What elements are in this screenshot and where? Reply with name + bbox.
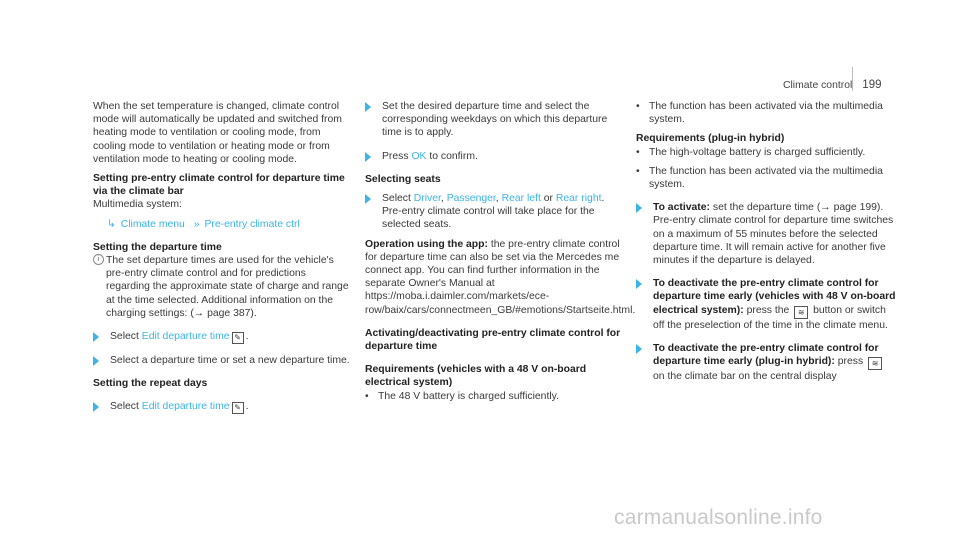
step-deactivate-48v: To deactivate the pre-entry climate control for departure time early (vehicles with 48 V on-board electrical system): press the ≋ button or switch off the preselection of the time in the climate menu. <box>636 277 898 332</box>
app-operation-paragraph: Operation using the app: the pre-entry climate control for departure time can also be set via the Mercedes me connect app. You can find further information in the separate Owner's Manual at https://moba.i.daimler.com/markets/ece-row/baix/cars/connectmeen_GB/#emotions/Startseite.html. <box>365 238 636 316</box>
heading-requirements-48v: Requirements (vehicles with a 48 V on-board electrical system) <box>365 364 587 389</box>
page-header <box>783 79 881 91</box>
info-note <box>93 254 351 320</box>
step-arrow-icon <box>636 344 642 354</box>
link-driver[interactable]: Driver <box>413 193 441 205</box>
multimedia-label: Multimedia system: <box>93 199 182 211</box>
climate-button-icon: ≋ <box>868 357 882 370</box>
step-select-time: Select a departure time or set a new departure time. <box>93 354 351 367</box>
intro-paragraph: When the set temperature is changed, climate control mode will automatically be updated and switched from heating mode to ventilation or cooling mode, from cooling mode to ventilation or heating mode or from ventilation mode to heating or cooling mode. <box>93 101 342 165</box>
link-rear-right[interactable]: Rear right <box>555 193 602 205</box>
heading-requirements-plugin: Requirements (plug-in hybrid) <box>636 133 785 145</box>
link-edit-departure-time[interactable]: Edit departure time <box>141 331 230 343</box>
step-set-time: Set the desired departure time and select the corresponding weekdays on which this departure time is to apply. <box>365 100 627 140</box>
nav-pre-entry[interactable]: Pre-entry climate ctrl <box>204 218 300 230</box>
heading-activating: Activating/deactivating pre-entry climate control for departure time <box>365 327 621 353</box>
climate-button-icon: ≋ <box>794 306 808 319</box>
heading-selecting-seats: Selecting seats <box>365 173 441 185</box>
info-text: The set departure times are used for the vehicle's pre-entry climate control and for predictions regarding the approximate state of charge and range at the time selected. Additional information on the charging settings: (→ page 387). <box>106 255 349 319</box>
heading-setting-climate-bar: Setting pre-entry climate control for departure time via the climate bar <box>93 173 345 198</box>
return-arrow-icon: ↳ <box>107 218 116 230</box>
step-arrow-icon <box>636 203 642 213</box>
step-arrow-icon <box>93 356 99 366</box>
step-deactivate-plugin: To deactivate the pre-entry climate control for departure time early (plug-in hybrid): press ≋ on the climate bar on the central display <box>636 342 898 383</box>
step-select-seats: Select Driver, Passenger, Rear left or Rear right. Pre-entry climate control will take place for the selected seats. <box>365 192 627 232</box>
step-arrow-icon <box>93 402 99 412</box>
column-1 <box>93 100 351 414</box>
pencil-icon: ✎ <box>232 332 244 344</box>
info-icon: i <box>93 254 104 265</box>
step-activate: To activate: set the departure time (→ page 199). Pre-entry climate control for departure time switches on a maximum of 55 minutes before the selected departure time. It will remain active for another five minutes if the departure is delayed. <box>636 201 898 267</box>
step-arrow-icon <box>365 194 371 204</box>
link-ok[interactable]: OK <box>411 150 427 162</box>
menu-path <box>93 218 351 231</box>
link-rear-left[interactable]: Rear left <box>501 193 541 205</box>
list-item: • The function has been activated via the multimedia system. <box>636 165 883 191</box>
step-arrow-icon <box>365 152 371 162</box>
pencil-icon: ✎ <box>232 402 244 414</box>
section-title: Climate control <box>783 80 853 91</box>
link-passenger[interactable]: Passenger <box>446 193 496 205</box>
watermark: carmanualsonline.info <box>614 506 823 529</box>
step-arrow-icon <box>636 279 642 289</box>
page-number: 199 <box>862 79 882 91</box>
heading-repeat-days: Setting the repeat days <box>93 378 208 390</box>
heading-departure-time: Setting the departure time <box>93 241 222 253</box>
nav-climate-menu[interactable]: Climate menu <box>120 218 185 230</box>
step-arrow-icon <box>365 102 371 112</box>
link-edit-departure-time[interactable]: Edit departure time <box>141 401 230 413</box>
list-item: • The 48 V battery is charged sufficiently. <box>365 390 559 402</box>
list-item: • The function has been activated via the multimedia system. <box>636 101 883 126</box>
step-select-edit-1: Select Edit departure time ✎ . <box>93 330 351 344</box>
double-chevron-icon: » <box>193 218 200 230</box>
list-item: • The high-voltage battery is charged sufficiently. <box>636 146 866 158</box>
step-select-edit-2: Select Edit departure time ✎ . <box>93 400 351 414</box>
column-3 <box>636 100 898 383</box>
column-2 <box>365 100 636 403</box>
step-press-ok: Press OK to confirm. <box>365 150 627 163</box>
step-arrow-icon <box>93 332 99 342</box>
